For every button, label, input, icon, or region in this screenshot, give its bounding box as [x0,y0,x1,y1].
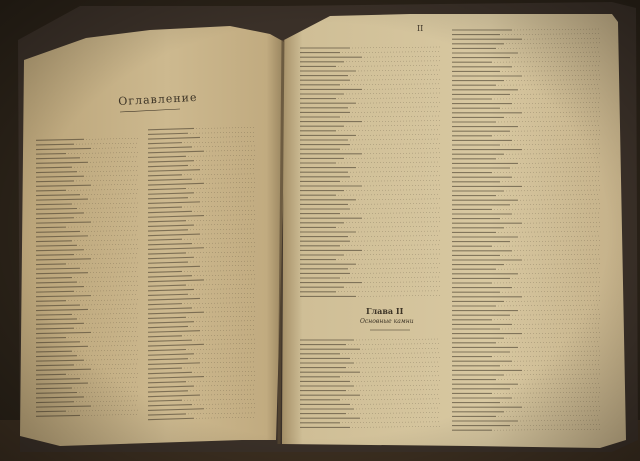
table-of-contents-title: Оглавление [118,90,198,108]
chapter-subheading: Основные камни [360,318,414,325]
chapter-heading: Глава II [366,306,404,316]
page-number: II [417,24,424,33]
